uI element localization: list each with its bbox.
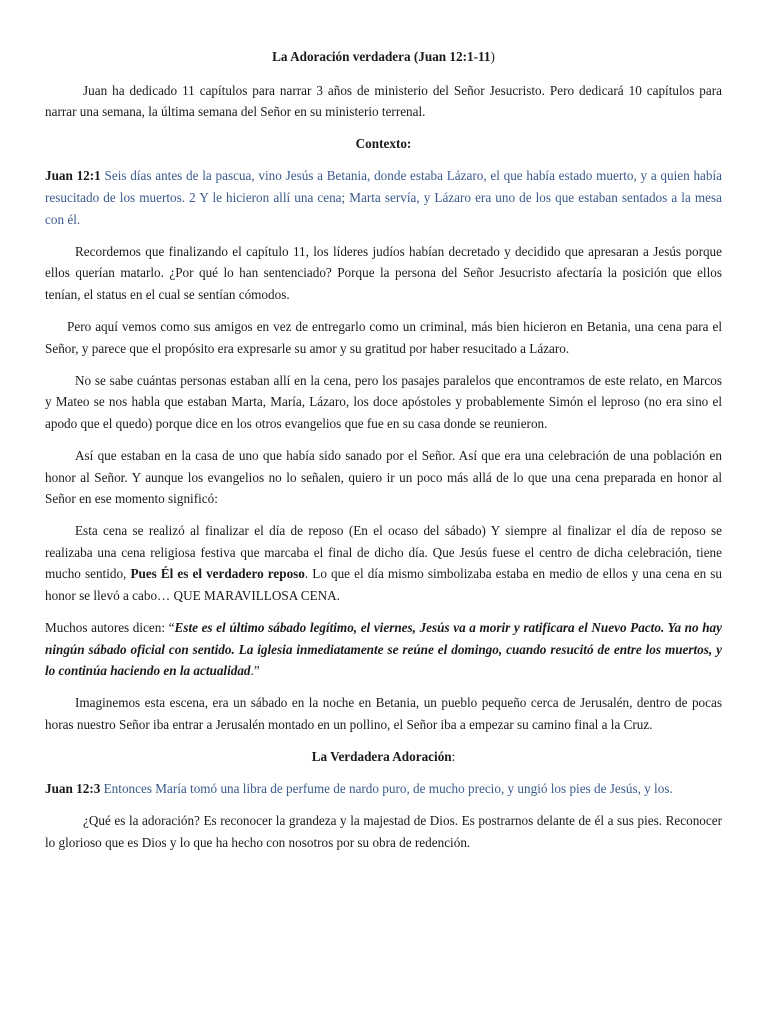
quote-text: Este es el último sábado legítimo, el viernes, Jesús va a morir y ratificara el Nuevo Pacto. Ya no hay ningún sábado oficial con sentido. La iglesia inmediatamente se reúne el domingo, cuando resucitó de entre los muertos, y lo continúa haciendo en la actualidad	[45, 620, 722, 679]
context-heading: Contexto:	[355, 136, 412, 152]
paragraph-friends: Pero aquí vemos como sus amigos en vez de entregarlo como un criminal, más bien hicieron en Betania, una cena para el Señor, y parece que el propósito era expresarle su amor y su gratitud por haber resucitado a Lázaro.	[45, 318, 722, 356]
title-close-paren: )	[490, 49, 495, 64]
document-title	[45, 46, 722, 68]
paragraph-celebration: Así que estaban en la casa de uno que había sido sanado por el Señor. Así que era una celebración de una población en honor al Señor. Y aunque los evangelios no lo señalen, quiero ir un poco más allá de lo que una cena preparada en honor al Señor en ese momento significó:	[45, 447, 722, 507]
quote-close: .”	[250, 663, 260, 679]
paragraph-intro: Juan ha dedicado 11 capítulos para narrar 3 años de ministerio del Señor Jesucristo. Pero dedicará 10 capítulos para narrar una semana, la última semana del Señor en su ministerio terrenal.	[45, 82, 722, 120]
sabbath-text-before: Esta cena se realizó al finalizar el día de reposo (En el ocaso del sábado) Y siempre al finalizar el día de reposo se realizaba una cena religiosa festiva que marcaba el final de dicho día. Que Jesús fuese el centro de dicha celebración, tiene mucho sentido,	[45, 523, 722, 582]
paragraph-authors-quote	[45, 617, 722, 682]
verse-reference-2: Juan 12:3	[45, 781, 101, 797]
section-heading-colon: :	[451, 749, 456, 765]
sabbath-text-after: . Lo que el día mismo simbolizaba estaba en medio de ellos y una cena en su honor se llevó a cabo… QUE MARAVILLOSA CENA.	[45, 566, 722, 603]
paragraph-sabbath-dinner	[45, 520, 722, 606]
verse-juan-12-3	[45, 778, 722, 800]
verse-text-2: Entonces María tomó una libra de perfume de nardo puro, de mucho precio, y ungió los pies de Jesús, y los.	[100, 781, 673, 797]
paragraph-guests: No se sabe cuántas personas estaban allí en la cena, pero los pasajes paralelos que encontramos de este relato, en Marcos y Mateo se nos habla que estaban Marta, María, Lázaro, los doce apóstoles y probablemente Simón el leproso (no era sino el apodo que el quedo) porque dice en los otros evangelios que fue en su casa donde se reunieron.	[45, 372, 722, 431]
verse-reference: Juan 12:1	[45, 168, 101, 184]
section-heading	[45, 746, 722, 768]
paragraph-leaders: Recordemos que finalizando el capítulo 11, los líderes judíos habían decretado y decidido que apresaran a Jesús porque ellos querían matarlo. ¿Por qué lo han sentenciado? Porque la persona del Señor Jesucristo afectaría la posición que ellos tenían, el status en el cual se sentían cómodos.	[45, 243, 722, 302]
paragraph-worship: ¿Qué es la adoración? Es reconocer la grandeza y la majestad de Dios. Es postrarnos delante de él a sus pies. Reconocer lo glorioso que es Dios y lo que ha hecho con nosotros por su obra de redención.	[45, 813, 722, 850]
section-heading-text: La Verdadera Adoración	[311, 749, 452, 765]
sabbath-bold-phrase: Pues Él es el verdadero reposo	[130, 566, 305, 582]
title-main: La Adoración verdadera (Juan 12:1-11	[272, 49, 491, 64]
verse-text: Seis días antes de la pascua, vino Jesús a Betania, donde estaba Lázaro, el que había estado muerto, y a quien había resucitado de los muertos. 2 Y le hicieron allí una cena; Marta servía, y Lázaro era uno de los que estaban sentados a la mesa con él.	[45, 168, 723, 227]
verse-juan-12-1	[45, 165, 722, 230]
document-page	[45, 46, 722, 864]
quote-intro: Muchos autores dicen: “	[45, 620, 175, 636]
paragraph-imagine: Imaginemos esta escena, era un sábado en la noche en Betania, un pueblo pequeño cerca de Jerusalén, dentro de pocas horas nuestro Señor iba entrar a Jerusalén montado en un pollino, el Señor iba a empezar su camino final a la Cruz.	[45, 695, 722, 732]
